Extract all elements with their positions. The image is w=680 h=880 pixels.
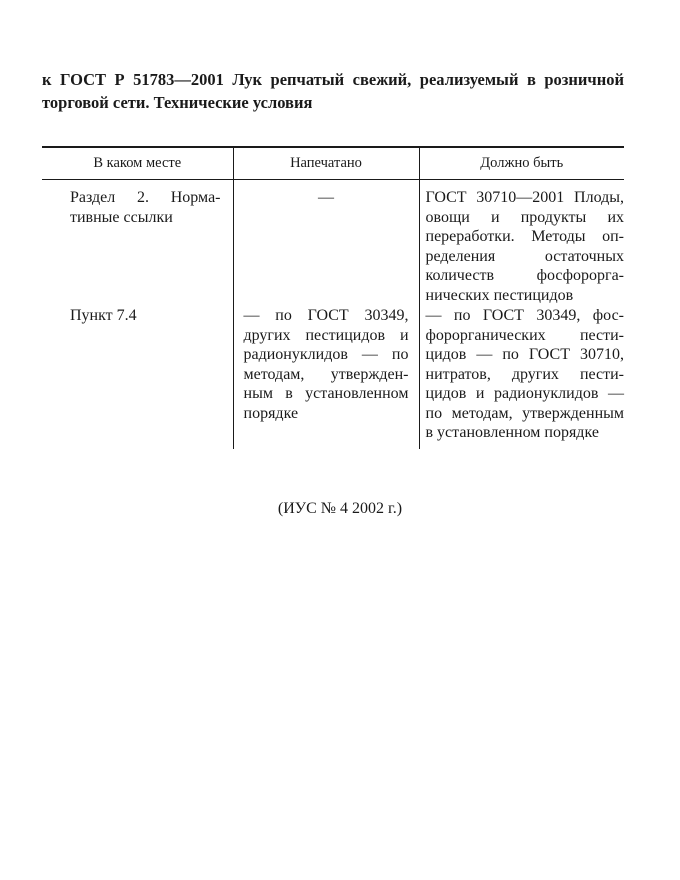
heading-line-2: торговой сети. Технические условия <box>42 93 313 112</box>
table-row <box>42 306 624 449</box>
cell-where: Раздел 2. Нормативные ссылки <box>70 189 221 226</box>
table-header-row <box>42 147 624 180</box>
cell-where-container <box>42 306 233 449</box>
issue-reference: (ИУС № 4 2002 г.) <box>277 500 403 517</box>
amendment-heading <box>42 68 624 114</box>
cell-printed: — <box>318 189 334 206</box>
cell-printed: — по ГОСТ 30349, других пестицидов и радионуклидов — по методам, утвержденным в установленном порядке <box>243 307 409 422</box>
amendment-table <box>42 146 624 449</box>
cell-should-be: — по ГОСТ 30349, фосфороргaнических пестицидов — по ГОСТ 30710, нитратов, других пестицидов и радионуклидов — по методам, утвержденным в установленном порядке <box>425 307 624 441</box>
cell-where: Пункт 7.4 <box>70 307 137 324</box>
cell-printed-container <box>233 306 419 449</box>
cell-should-be-container <box>419 306 624 449</box>
cell-where-container <box>42 180 233 307</box>
header-where: В каком месте <box>42 147 233 180</box>
cell-should-be: ГОСТ 30710—2001 Плоды, овощи и продукты их переработки. Методы определения остаточных количеств фосфороргaнических пестицидов <box>425 189 624 304</box>
cell-should-be-container <box>419 180 624 307</box>
header-printed: Напечатано <box>233 147 419 180</box>
header-should-be: Должно быть <box>419 147 624 180</box>
table-row <box>42 180 624 307</box>
heading-line-1: к ГОСТ Р 51783—2001 Лук репчатый свежий, реализуемый в розничной <box>42 70 624 89</box>
cell-printed-container <box>233 180 419 307</box>
